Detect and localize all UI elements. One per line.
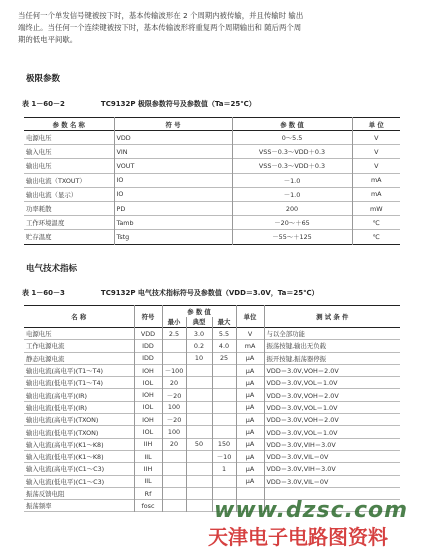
unit-cell: V	[236, 328, 264, 340]
watermark-site-name: 天津电子电路图资料	[208, 525, 388, 549]
symbol-cell: IOH	[134, 414, 162, 426]
max-cell	[212, 389, 236, 401]
max-cell: 150	[212, 438, 236, 450]
symbol-cell: PD	[114, 201, 232, 215]
symbol-cell: IOL	[134, 426, 162, 438]
typ-cell: 50	[186, 438, 212, 450]
param-name-cell: 输入电流(高电平)(C1～C3)	[26, 465, 105, 474]
max-cell	[212, 414, 236, 426]
min-cell: －20	[162, 414, 186, 426]
param-name-cell: 工作电源电流	[26, 342, 65, 351]
symbol-cell: IIL	[134, 475, 162, 487]
param-name-cell: 电源电压	[26, 134, 52, 143]
max-cell	[212, 475, 236, 487]
unit-cell: μA	[236, 352, 264, 364]
symbol-cell: IOL	[134, 377, 162, 389]
test-condition-cell: VDD＝3.0V,VOL＝1.0V	[264, 377, 400, 389]
test-condition-cell: 振开按键,振荡器停振	[264, 352, 400, 364]
typ-cell	[186, 463, 212, 475]
unit-cell: μA	[236, 389, 264, 401]
min-cell: －100	[162, 364, 186, 376]
typ-cell	[186, 389, 212, 401]
value-cell: －1.0	[232, 173, 352, 187]
unit-cell: μA	[236, 401, 264, 413]
param-name-cell: 输出电流(高电平)(T1～T4)	[26, 367, 104, 376]
symbol-cell: VIN	[114, 145, 232, 159]
table-header-row	[24, 306, 400, 317]
header-name: 名 称	[71, 313, 87, 321]
param-name-cell: 输出电流（TXOUT）	[26, 176, 86, 185]
symbol-cell: Tstg	[114, 230, 232, 244]
param-name-cell: 输入电流(低电平)(K1～K8)	[26, 453, 104, 462]
watermark-url: www.dzsc.com	[214, 498, 409, 523]
typ-cell	[186, 364, 212, 376]
min-cell	[162, 450, 186, 462]
table-row	[24, 438, 400, 450]
symbol-cell: VOUT	[114, 159, 232, 173]
intro-paragraph	[18, 10, 408, 46]
unit-cell: μA	[236, 475, 264, 487]
symbol-cell: IIH	[134, 463, 162, 475]
table-row	[24, 450, 400, 462]
typ-cell	[186, 377, 212, 389]
electrical-specs-table	[24, 305, 400, 512]
param-name-cell: 输出电流(高电平)(IR)	[26, 391, 88, 400]
value-cell: VSS－0.3～VDD＋0.3	[232, 145, 352, 159]
test-condition-cell: VDD＝3.0V,VIL＝0V	[264, 450, 400, 462]
symbol-cell: Tamb	[114, 216, 232, 230]
symbol-cell: IDD	[134, 340, 162, 352]
value-cell: VSS－0.3～VDD＋0.3	[232, 159, 352, 173]
unit-cell: ℃	[352, 216, 400, 230]
header-max: 最大	[212, 317, 236, 328]
min-cell: 20	[162, 377, 186, 389]
header-min: 最小	[162, 317, 186, 328]
unit-cell: mA	[236, 340, 264, 352]
test-condition-cell: VDD＝3.0V,VIH＝3.0V	[264, 438, 400, 450]
table-row	[24, 364, 400, 376]
unit-cell: mA	[352, 173, 400, 187]
max-cell: 4.0	[212, 340, 236, 352]
param-name-cell: 输出电压	[26, 162, 52, 171]
table-row	[24, 414, 400, 426]
min-cell	[162, 463, 186, 475]
test-condition-cell: VDD＝3.0V,VOL＝1.0V	[264, 401, 400, 413]
unit-cell: μA	[236, 377, 264, 389]
param-name-cell: 贮存温度	[26, 233, 52, 242]
table-row	[24, 377, 400, 389]
min-cell	[162, 340, 186, 352]
param-name-cell: 电源电压	[26, 330, 52, 339]
unit-cell: μA	[236, 438, 264, 450]
param-name-cell: 静态电源电流	[26, 354, 65, 363]
typ-cell	[186, 500, 212, 512]
max-cell	[212, 426, 236, 438]
value-cell: 0～5.5	[232, 131, 352, 145]
table-row	[24, 475, 400, 487]
table-header-row	[24, 118, 400, 131]
table-row	[24, 426, 400, 438]
limit-parameters-table	[24, 117, 400, 245]
min-cell: 100	[162, 401, 186, 413]
symbol-cell: VDD	[114, 131, 232, 145]
max-cell: 1	[212, 463, 236, 475]
table-row	[24, 328, 400, 340]
intro-line-2: 端终止。当任何一个连续键被按下时，基本传输波形将重复两个周期输出和 随后两个周	[18, 23, 302, 32]
value-cell: －20～＋65	[232, 216, 352, 230]
symbol-cell: IOL	[134, 401, 162, 413]
table-row	[24, 352, 400, 364]
symbol-cell: IIL	[134, 450, 162, 462]
section-title-limits: 极限参数	[26, 74, 61, 84]
param-name-cell: 输出电流(低电平)(IR)	[26, 403, 88, 412]
max-cell: 5.5	[212, 328, 236, 340]
test-condition-cell: 振荡按键,输出无负载	[264, 340, 400, 352]
table-title-2: TC9132P 电气技术指标符号及参数值（VDD＝3.0V，Ta＝25℃）	[100, 289, 319, 297]
unit-cell: μA	[236, 463, 264, 475]
unit-cell: V	[352, 145, 400, 159]
param-name-cell: 输入电压	[26, 148, 52, 157]
param-name-cell: 功率耗散	[26, 205, 52, 214]
min-cell	[162, 500, 186, 512]
table-row	[24, 201, 400, 215]
test-condition-cell: VDD＝3.0V,VOL＝1.0V	[264, 426, 400, 438]
table-row	[24, 159, 400, 173]
param-name-cell: 输出电流(高电平)(TXON)	[26, 416, 99, 425]
symbol-cell: IO	[114, 173, 232, 187]
unit-cell: mW	[352, 201, 400, 215]
table-row	[24, 131, 400, 145]
table-row	[24, 173, 400, 187]
unit-cell: μA	[236, 450, 264, 462]
value-cell: 200	[232, 201, 352, 215]
value-cell: －1.0	[232, 187, 352, 201]
header-symbol: 符号	[134, 306, 162, 328]
min-cell	[162, 352, 186, 364]
intro-line-3: 期的低电平间歇。	[18, 35, 78, 44]
header-unit: 单 位	[352, 118, 400, 131]
header-value: 参 数 值	[232, 118, 352, 131]
table-caption-2	[22, 288, 319, 298]
table-title-1: TC9132P 极限参数符号及参数值（Ta＝25℃）	[100, 100, 256, 108]
symbol-cell: IO	[114, 187, 232, 201]
section-title-electrical: 电气技术指标	[26, 264, 78, 274]
test-condition-cell: VDD＝3.0V,VIL＝0V	[264, 475, 400, 487]
intro-line-1: 当任何一个单发信号键被按下时，基本传输波形在 2 个周期内被传输，并且传输时 输出	[18, 11, 304, 20]
header-values: 参 数 值	[162, 306, 236, 317]
max-cell: －10	[212, 450, 236, 462]
typ-cell: 10	[186, 352, 212, 364]
unit-cell: μA	[236, 426, 264, 438]
param-name-cell: 输出电流(低电平)(TXON)	[26, 428, 99, 437]
table-row	[24, 389, 400, 401]
header-typ: 典型	[186, 317, 212, 328]
header-test-condition: 测 试 条 件	[264, 306, 400, 328]
param-name-cell: 振荡频率	[26, 502, 52, 511]
symbol-cell: IOH	[134, 364, 162, 376]
unit-cell: V	[352, 131, 400, 145]
symbol-cell: IIH	[134, 438, 162, 450]
param-name-cell: 输出电流（显示）	[26, 190, 78, 199]
table-number-1: 表 1－60－2	[22, 100, 65, 108]
test-condition-cell: 与以全部功能	[264, 328, 400, 340]
typ-cell	[186, 475, 212, 487]
unit-cell: V	[352, 159, 400, 173]
typ-cell	[186, 426, 212, 438]
max-cell: 25	[212, 352, 236, 364]
table-number-2: 表 1－60－3	[22, 289, 65, 297]
param-name-cell: 振荡反馈电阻	[26, 490, 65, 498]
param-name-cell: 输出电流(低电平)(T1～T4)	[26, 379, 104, 388]
min-cell: 20	[162, 438, 186, 450]
symbol-cell: IOH	[134, 389, 162, 401]
table-row	[24, 340, 400, 352]
header-unit: 单位	[236, 306, 264, 328]
typ-cell: 3.0	[186, 328, 212, 340]
table-row	[24, 401, 400, 413]
test-condition-cell: VDD＝3.0V,VOH＝2.0V	[264, 414, 400, 426]
table-row	[24, 216, 400, 230]
table-caption-1	[22, 99, 256, 109]
test-condition-cell: VDD＝3.0V,VOH＝2.0V	[264, 389, 400, 401]
table-row	[24, 230, 400, 244]
symbol-cell: IDD	[134, 352, 162, 364]
typ-cell	[186, 487, 212, 499]
min-cell: －20	[162, 389, 186, 401]
param-name-cell: 工作环境温度	[26, 219, 65, 228]
typ-cell: 0.2	[186, 340, 212, 352]
min-cell	[162, 475, 186, 487]
max-cell	[212, 377, 236, 389]
typ-cell	[186, 401, 212, 413]
table-row	[24, 463, 400, 475]
header-param-name: 参 数 名 称	[52, 120, 85, 129]
header-symbol: 符 号	[114, 118, 232, 131]
value-cell: －55～＋125	[232, 230, 352, 244]
test-condition-cell: VDD＝3.0V,VOH＝2.0V	[264, 364, 400, 376]
param-name-cell: 输入电流(高电平)(K1～K8)	[26, 440, 104, 449]
unit-cell: ℃	[352, 230, 400, 244]
min-cell	[162, 487, 186, 499]
unit-cell: μA	[236, 414, 264, 426]
table-row	[24, 187, 400, 201]
min-cell: 100	[162, 426, 186, 438]
table-row	[24, 145, 400, 159]
unit-cell: μA	[236, 364, 264, 376]
max-cell	[212, 401, 236, 413]
symbol-cell: Rf	[134, 487, 162, 499]
typ-cell	[186, 414, 212, 426]
symbol-cell: VDD	[134, 328, 162, 340]
min-cell: 2.5	[162, 328, 186, 340]
max-cell	[212, 364, 236, 376]
test-condition-cell: VDD＝3.0V,VIH＝3.0V	[264, 463, 400, 475]
typ-cell	[186, 450, 212, 462]
param-name-cell: 输入电流(低电平)(C1～C3)	[26, 477, 105, 486]
symbol-cell: fosc	[134, 500, 162, 512]
unit-cell: mA	[352, 187, 400, 201]
